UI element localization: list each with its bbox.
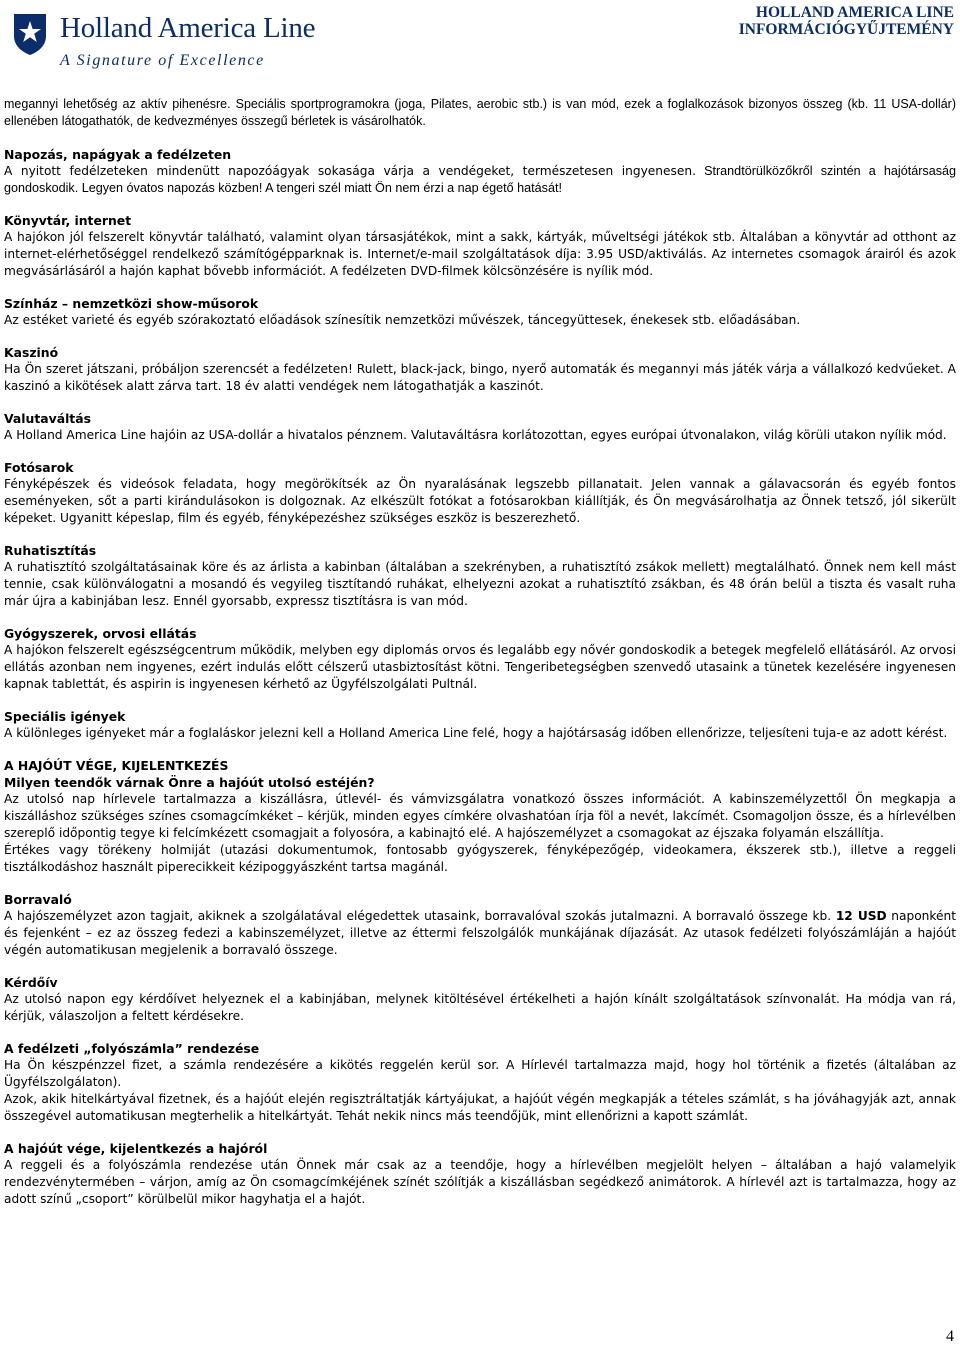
lead-paragraph: megannyi lehetőség az aktív pihenésre. Speciális sportprogramokra (joga, Pilates, aerobic stb.) is van mód, ezek a foglalkozások bizonyos összeg (kb. 11 USA-dollár) ellenében látogathatók, de kedvezményes összegű bérletek is vásárolhatók. <box>4 97 956 128</box>
section-kijelentkezes <box>4 1140 956 1208</box>
section-title: Gyógyszerek, orvosi ellátás <box>4 626 197 641</box>
section-body: A ruhatisztító szolgáltatásainak köre és az árlista a kabinban (általában a szekrényben, a ruhatisztító zsákok mellett) megtalálható. Önnek nem kell mást tennie, csak különválogatni a mosandó és vegyileg tisztítandó ruhákat, elhelyezni azokat a ruhatisztító zsákban, és 48 órán belül a tiszta és vasalt ruha már újra a kabinjában lesz. Ennél gyorsabb, expressz tisztításra is van mód. <box>4 560 956 608</box>
logo-wordmark: Holland America Line <box>60 12 316 44</box>
section-kaszino <box>4 344 956 395</box>
section-body <box>4 908 956 959</box>
page-header <box>0 0 960 78</box>
section-title: Ruhatisztítás <box>4 543 97 558</box>
section-title: Borravaló <box>4 892 72 907</box>
section-vege <box>4 757 956 876</box>
section-title: Napozás, napágyak a fedélzeten <box>4 147 232 162</box>
section-body <box>4 229 956 280</box>
section-napozas <box>4 146 956 197</box>
body-text: A hajókon jól felszerelt könyvtár található, valamint olyan társasjátékok, mint a sakk, kártyák, műveltségi játékok stb. <box>4 230 736 244</box>
section-body: A különleges igényeket már a foglaláskor jelezni kell a Holland America Line felé, hogy a hajótársaság időben ellenőrizze, teljesíteni tuja-e az adott kérést. <box>4 726 948 740</box>
section-title: A fedélzeti „folyószámla” rendezése <box>4 1041 260 1056</box>
section-body: Ha Ön készpénzzel fizet, a számla rendezésére a kikötés reggelén kerül sor. A Hírlevél tartalmazza majd, hogy hol történik a fizetés (általában az Ügyfélszolgálaton). <box>4 1058 956 1089</box>
section-body: Az utolsó nap hírlevele tartalmazza a kiszállásra, útlevél- és vámvizsgálatra vonatkozó összes információt. A kabinszemélyzettől Ön megkapja a kiszálláshoz szükséges színes csomagcímkéket – kérjük, minden egyes címkére olvashatóan írja föl a nevét, lakcímét. Csomagoljon össze, és a hírlevélben szereplő időpontig tegye ki felcímkézett csomagjait a folyosóra, a kabinajtó elé. A hajószemélyzet a csomagokat az éjszaka folyamán elszállítja. <box>4 792 956 840</box>
section-szinhaz <box>4 295 956 329</box>
section-ruha <box>4 542 956 610</box>
section-konyvtar <box>4 212 956 280</box>
section-valuta <box>4 410 956 444</box>
page-content <box>4 96 956 1223</box>
section-body: Értékes vagy törékeny holmiját (utazási dokumentumok, fontosabb gyógyszerek, fényképezőgép, videokamera, ékszerek stb.), illetve a reggeli tisztálkodáshoz használt piperecikkeit kézipoggyászként tartsa magánál. <box>4 843 956 874</box>
section-body: Az estéket varieté és egyéb szórakoztató előadások színesítik nemzetközi művészek, táncegyüttesek, énekesek stb. előadásában. <box>4 313 801 327</box>
section-foto <box>4 459 956 527</box>
section-title: A HAJÓÚT VÉGE, KIJELENTKEZÉS <box>4 758 229 773</box>
section-borravalo <box>4 891 956 959</box>
document-title-line1: HOLLAND AMERICA LINE <box>755 4 954 21</box>
section-title: Könyvtár, internet <box>4 213 132 228</box>
section-subtitle: Milyen teendők várnak Önre a hajóút utolsó estéjén? <box>4 775 375 790</box>
body-text: A nyitott fedélzeteken mindenütt napozóágyak sokasága várja a vendégeket, természetesen ingyenesen. <box>4 164 696 178</box>
brand-logo <box>4 2 334 76</box>
star-shield-icon <box>10 12 50 56</box>
body-text: naponként és fejenként – ez az összeg fedezi a kabinszemélyzet, illetve az éttermi felszolgálók munkájának díjazását. Az utasok fedélzeti folyószámláján a hajóút végén automatikusan megjelenik a borravaló összege. <box>4 909 956 957</box>
section-spec <box>4 708 956 742</box>
section-folyoszamla <box>4 1040 956 1125</box>
section-title: Kérdőív <box>4 975 58 990</box>
body-text: A hajószemélyzet azon tagjait, akiknek a szolgálatával elégedettek utasaink, borravalóval szokás jutalmazni. A borravaló összege kb. <box>4 909 836 923</box>
section-title: Fotósarok <box>4 460 74 475</box>
section-body: Azok, akik hitelkártyával fizetnek, és a hajóút elején regisztráltatják kártyájukat, a hajóút végén megkapják a tételes számlát, s ha jóváhagyják azt, annak összegével automatikusan megterhelik a hitelkártyát. Tehát nekik nincs más teendőjük, mint ellenőrizni a kapott számlát. <box>4 1092 956 1123</box>
section-gyogy <box>4 625 956 693</box>
page-number: 4 <box>946 1328 954 1345</box>
section-body <box>4 163 956 197</box>
section-title: Színház – nemzetközi show-műsorok <box>4 296 259 311</box>
body-text: Általában a könyvtár ad otthont az internet-elérhetőséggel rendelkező számítógépparknak is. Internet/e-mail szolgáltatások díja: 3.95 USD/aktiválás. Az internetes csomagok árairól és azok megvásárlásáról a hajón kaphat bővebb információt. A fedélzeten DVD-filmek kölcsönzésére is nyílik mód. <box>4 230 956 278</box>
document-title <box>739 4 954 38</box>
body-text: Strandtörülközőkről szintén a hajótársaság gondoskodik. Legyen óvatos napozás közben! A tengeri szél miatt Ön nem érzi a nap égető hatását! <box>4 164 956 195</box>
section-kerdoiv <box>4 974 956 1025</box>
section-body: Fényképészek és videósok feladata, hogy megörökítsék az Ön nyaralásának legszebb pillanatait. Jelen vannak a gálavacsorán és egyéb fontos eseményeken, sőt a parti kirándulásokon is dolgoznak. Az elkészült fotókat a fotósarokban kiállítják, és Ön megvásárolhatja az Önnek tetsző, jól sikerült képeket. Ugyanitt képeslap, film és egyéb, fényképezéshez szükséges eszköz is beszerezhető. <box>4 477 956 525</box>
tip-amount: 12 USD <box>835 909 887 923</box>
section-body: Ha Ön szeret játszani, próbáljon szerencsét a fedélzeten! Rulett, black-jack, bingo, nyerő automaták és megannyi más játék várja a vállalkozó kedvűeket. A kaszinó a kikötések alatt zárva tart. 18 év alatti vendégek nem látogathatják a kaszinót. <box>4 362 956 393</box>
section-title: Speciális igények <box>4 709 126 724</box>
section-title: A hajóút vége, kijelentkezés a hajóról <box>4 1141 268 1156</box>
section-body: A hajókon felszerelt egészségcentrum működik, melyben egy diplomás orvos és legalább egy nővér gondoskodik a betegek megfelelő ellátásáról. Az orvosi ellátás azonban nem ingyenes, ezért indulás előtt célszerű utasbiztosítást kötni. Tengeribetegségben szenvedő utasaink a tünetek kezelésére ingyenesen kapnak tablettát, és aspirin is ingyenesen kérhető az Ügyfélszolgálati Pultnál. <box>4 643 956 691</box>
section-title: Kaszinó <box>4 345 59 360</box>
document-title-line2: INFORMÁCIÓGYŰJTEMÉNY <box>738 21 954 38</box>
section-title: Valutaváltás <box>4 411 91 426</box>
logo-tagline: A Signature of Excellence <box>60 52 265 69</box>
section-body: A Holland America Line hajóin az USA-dollár a hivatalos pénznem. Valutaváltásra korlátozottan, egyes európai útvonalakon, világ körüli utakon nyílik mód. <box>4 428 947 442</box>
section-body: A reggeli és a folyószámla rendezése után Önnek már csak az a teendője, hogy a hírlevélben megjelölt helyen – általában a hajó valamelyik rendezvénytermében – várjon, amíg az Ön csomagcímkéjének színét szólítják a kiszállásban segédkező animátorok. A hírlevél azt is tartalmazza, hogy az adott színű „csoport” körülbelül mikor hagyhatja el a hajót. <box>4 1158 956 1206</box>
section-body: Az utolsó napon egy kérdőívet helyeznek el a kabinjában, melynek kitöltésével értékelheti a hajón kínált szolgáltatások színvonalát. Ha módja van rá, kérjük, válaszoljon a feltett kérdésekre. <box>4 992 956 1023</box>
